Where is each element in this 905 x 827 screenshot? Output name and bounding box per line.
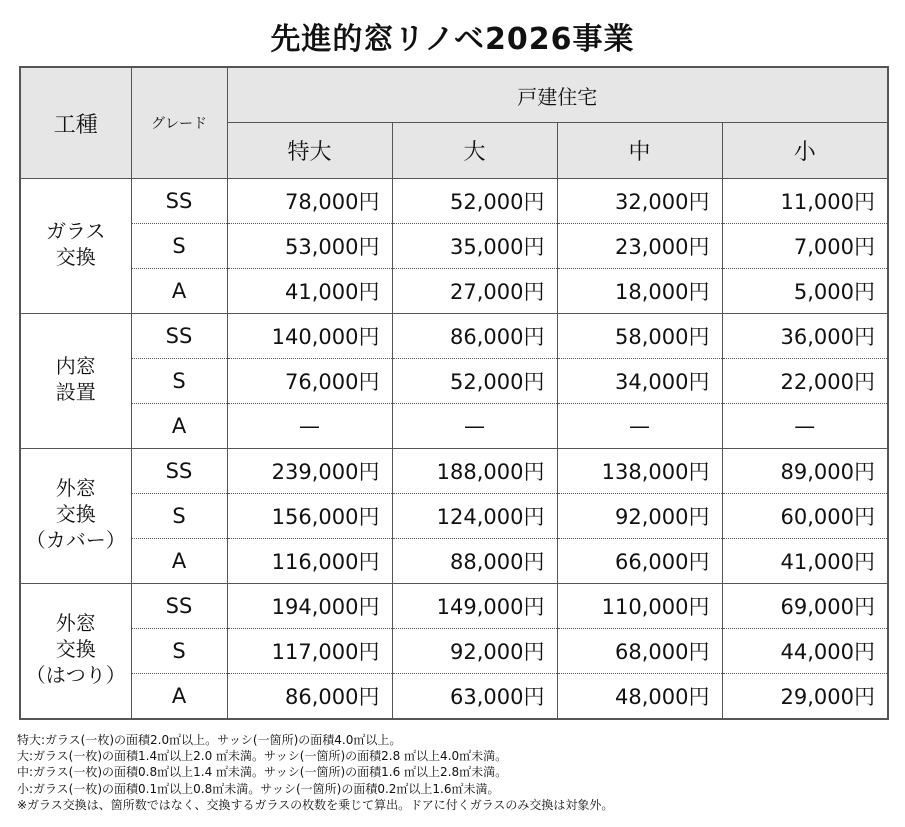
amount-cell: 11,000円 [722,179,888,224]
amount-cell: 92,000円 [557,494,722,539]
grade-cell: S [131,629,227,674]
amount-cell: 29,000円 [722,674,888,720]
grade-cell: A [131,269,227,314]
amount-cell: 88,000円 [392,539,557,584]
amount-cell: — [392,404,557,449]
work-type-cell [20,179,131,314]
grade-cell: A [131,404,227,449]
work-type-line: 外窓 [55,476,96,500]
table-body [20,179,888,720]
grade-cell: SS [131,314,227,359]
work-type-line: 交換 [55,637,96,661]
grade-cell: A [131,674,227,720]
table-row [20,269,888,314]
amount-cell: 53,000円 [227,224,392,269]
amount-cell: 149,000円 [392,584,557,629]
amount-cell: 52,000円 [392,359,557,404]
grade-cell: SS [131,179,227,224]
grade-cell: A [131,539,227,584]
table-header [20,67,888,179]
work-type-line: 内窓 [55,354,96,378]
amount-cell: 27,000円 [392,269,557,314]
work-type-line: 設置 [55,380,96,404]
grade-cell: S [131,494,227,539]
amount-cell: 18,000円 [557,269,722,314]
amount-cell: 7,000円 [722,224,888,269]
header-size-m: 中 [557,123,722,179]
amount-cell: 23,000円 [557,224,722,269]
table-row [20,539,888,584]
table-row [20,584,888,629]
amount-cell: 63,000円 [392,674,557,720]
header-size-s: 小 [722,123,888,179]
header-work-type: 工種 [20,67,131,179]
amount-cell: 66,000円 [557,539,722,584]
grade-cell: S [131,359,227,404]
amount-cell: 188,000円 [392,449,557,494]
table-row [20,224,888,269]
amount-cell: 92,000円 [392,629,557,674]
amount-cell: 89,000円 [722,449,888,494]
amount-cell: 110,000円 [557,584,722,629]
amount-cell: 124,000円 [392,494,557,539]
amount-cell: 69,000円 [722,584,888,629]
amount-cell: — [227,404,392,449]
work-type-line: 外窓 [55,611,96,635]
work-type-line: 交換 [55,502,96,526]
amount-cell: 138,000円 [557,449,722,494]
amount-cell: 116,000円 [227,539,392,584]
header-grade: グレード [131,67,227,179]
footnote: ※ガラス交換は、箇所数ではなく、交換するガラスの枚数を乗じて算出。ドアに付くガラスのみ交換は対象外。 [17,797,614,812]
table-row [20,449,888,494]
amount-cell: — [722,404,888,449]
amount-cell: 48,000円 [557,674,722,720]
amount-cell: 86,000円 [392,314,557,359]
amount-cell: 68,000円 [557,629,722,674]
amount-cell: 194,000円 [227,584,392,629]
header-housing: 戸建住宅 [227,67,888,123]
grade-cell: SS [131,449,227,494]
amount-cell: 239,000円 [227,449,392,494]
footnote: 中:ガラス(一枚)の面積0.8㎡以上1.4 ㎡未満。サッシ(一箇所)の面積1.6 ㎡以上2.8㎡未満。 [17,765,508,780]
amount-cell: 34,000円 [557,359,722,404]
subsidy-table [19,66,889,720]
amount-cell: 86,000円 [227,674,392,720]
work-type-line: （はつり） [25,663,126,687]
footnote: 特大:ガラス(一枚)の面積2.0㎡以上。サッシ(一箇所)の面積4.0㎡以上。 [17,733,402,747]
footnote: 大:ガラス(一枚)の面積1.4㎡以上2.0 ㎡未満。サッシ(一箇所)の面積2.8 ㎡以上4.0㎡未満。 [17,749,508,764]
work-type-cell [20,584,131,720]
table-row [20,314,888,359]
amount-cell: 60,000円 [722,494,888,539]
amount-cell: 140,000円 [227,314,392,359]
amount-cell: 35,000円 [392,224,557,269]
footnote: 小:ガラス(一枚)の面積0.1㎡以上0.8㎡未満。サッシ(一箇所)の面積0.2㎡以上1.6㎡未満。 [17,781,500,796]
table-row [20,404,888,449]
amount-cell: 36,000円 [722,314,888,359]
table-row [20,494,888,539]
work-type-cell [20,449,131,584]
table-row [20,674,888,720]
amount-cell: 22,000円 [722,359,888,404]
amount-cell: 117,000円 [227,629,392,674]
amount-cell: 52,000円 [392,179,557,224]
amount-cell: 41,000円 [227,269,392,314]
work-type-line: （カバー） [25,528,126,552]
amount-cell: 76,000円 [227,359,392,404]
header-size-xl: 特大 [227,123,392,179]
table-row [20,179,888,224]
table-row [20,359,888,404]
grade-cell: S [131,224,227,269]
amount-cell: 5,000円 [722,269,888,314]
footnotes [17,732,897,813]
amount-cell: 156,000円 [227,494,392,539]
work-type-line: ガラス [46,219,106,243]
amount-cell: 44,000円 [722,629,888,674]
grade-cell: SS [131,584,227,629]
amount-cell: 58,000円 [557,314,722,359]
amount-cell: 41,000円 [722,539,888,584]
work-type-line: 交換 [55,245,96,269]
table-row [20,629,888,674]
page-title: 先進的窓リノベ2026事業 [270,22,635,57]
amount-cell: — [557,404,722,449]
amount-cell: 78,000円 [227,179,392,224]
header-size-l: 大 [392,123,557,179]
work-type-cell [20,314,131,449]
amount-cell: 32,000円 [557,179,722,224]
